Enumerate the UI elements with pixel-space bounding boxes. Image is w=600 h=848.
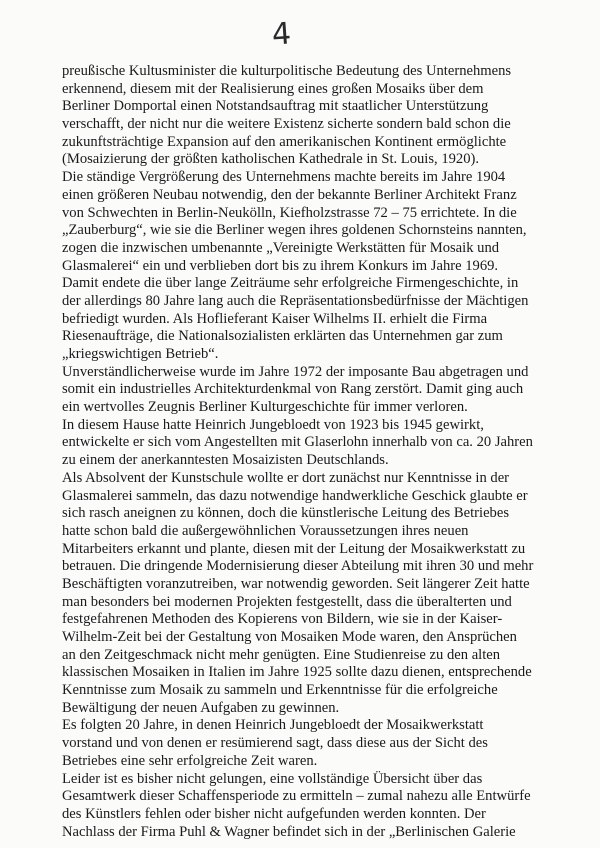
text-line: vorstand und von denen er resümierend sagt, dass diese aus der Sicht des: [62, 735, 488, 752]
text-line: Gesamtwerk dieser Schaffensperiode zu ermitteln – zumal nahezu alle Entwürfe: [62, 788, 531, 805]
text-line: sich rasch aneignen zu können, doch die künstlerische Leitung des Betriebes: [62, 505, 509, 522]
text-line: ein wertvolles Zeugnis Berliner Kulturgeschichte für immer verloren.: [62, 399, 468, 416]
text-line: Damit endete die über lange Zeiträume sehr erfolgreiche Firmengeschichte, in: [62, 275, 519, 292]
text-line: man besonders bei modernen Projekten festgestellt, dass die überalterten und: [62, 593, 512, 610]
body-text: [62, 63, 562, 841]
text-line: Riesenaufträge, die Nationalsozialisten erklärten das Unternehmen gar zum: [62, 328, 503, 345]
handwritten-page-number: 4: [270, 16, 293, 53]
text-line: von Schwechten in Berlin-Neukölln, Kiefholzstrasse 72 – 75 errichtete. In die: [62, 204, 517, 221]
text-line: Unverständlicherweise wurde im Jahre 1972 der imposante Bau abgetragen und: [62, 363, 529, 380]
text-line: erkennend, diesem mit der Realisierung eines großen Mosaiks über dem: [62, 80, 484, 97]
text-line: klassischen Mosaiken in Italien im Jahre 1925 sollte dazu dienen, entsprechende: [62, 664, 532, 681]
text-line: zogen die inzwischen umbenannte „Vereinigte Werkstätten für Mosaik und: [62, 239, 500, 256]
text-line: Leider ist es bisher nicht gelungen, eine vollständige Übersicht über das: [62, 770, 483, 787]
text-line: festgefahrenen Methoden des Kopierens von Bildern, wie sie in der Kaiser-: [62, 611, 503, 628]
text-line: zu einem der anerkanntesten Mosaizisten Deutschlands.: [62, 452, 389, 469]
text-line: Wilhelm-Zeit bei der Gestaltung von Mosaiken Mode waren, den Ansprüchen: [62, 629, 517, 645]
text-line: des Künstlers fehlen oder bisher nicht aufgefunden werden konnten. Der: [62, 805, 486, 822]
text-line: preußische Kultusminister die kulturpolitische Bedeutung des Unternehmens: [62, 63, 512, 79]
text-line: verschafft, der nicht nur die weitere Existenz sicherte sondern bald schon die: [62, 116, 511, 133]
text-line: Glasmalerei sammeln, das dazu notwendige handwerkliche Geschick glaubte er: [62, 487, 528, 504]
text-line: einen größeren Neubau notwendig, den der bekannte Berliner Architekt Franz: [62, 186, 517, 203]
text-line: Betriebes eine sehr erfolgreiche Zeit waren.: [62, 752, 318, 769]
text-line: Die ständige Vergrößerung des Unternehmens machte bereits im Jahre 1904: [62, 169, 506, 186]
text-line: somit ein industrielles Architekturdenkmal von Rang zerstört. Damit ging auch: [62, 381, 524, 398]
text-line: an den Zeitgeschmack nicht mehr genügten. Eine Studienreise zu den alten: [62, 646, 501, 663]
text-line: „Zauberburg“, wie sie die Berliner wegen ihres goldenen Schornsteins nannten,: [62, 222, 527, 239]
text-line: Mitarbeiters erkannt und plante, diesen mit der Leitung der Mosaikwerkstatt zu: [62, 540, 526, 557]
text-line: Beschäftigten voranzutreiben, war notwendig geworden. Seit längerer Zeit hatte: [62, 575, 530, 592]
text-line: (Mosaizierung der größten katholischen Kathedrale in St. Louis, 1920).: [62, 151, 480, 168]
text-line: zukunftsträchtige Expansion auf den amerikanischen Kontinent ermöglichte: [62, 133, 507, 150]
text-line: befriedigt wurden. Als Hoflieferant Kaiser Wilhelms II. erhielt die Firma: [62, 310, 488, 327]
text-line: entwickelte er sich vom Angestellten mit Glaserlohn innerhalb von ca. 20 Jahren: [62, 434, 533, 451]
text-line: Glasmalerei“ ein und verblieben dort bis zu ihrem Konkurs im Jahre 1969.: [62, 257, 499, 274]
text-line: Nachlass der Firma Puhl & Wagner befindet sich in der „Berlinischen Galerie: [62, 823, 516, 840]
text-line: der allerdings 80 Jahre lang auch die Repräsentationsbedürfnisse der Mächtigen: [62, 292, 529, 309]
text-line: Kenntnisse zum Mosaik zu sammeln und Erkenntnisse für die erfolgreiche: [62, 682, 498, 699]
text-line: hatte schon bald die außergewöhnlichen Voraussetzungen ihres neuen: [62, 522, 469, 539]
text-line: Berliner Domportal einen Notstandsauftrag mit staatlicher Unterstützung: [62, 98, 489, 115]
text-line: „kriegswichtigen Betrieb“.: [62, 346, 219, 362]
text-line: betrauen. Die dringende Modernisierung dieser Abteilung mit ihren 30 und mehr: [62, 558, 534, 575]
text-line: Es folgten 20 Jahre, in denen Heinrich Jungebloedt der Mosaikwerkstatt: [62, 717, 484, 734]
text-line: In diesem Hause hatte Heinrich Jungebloedt von 1923 bis 1945 gewirkt,: [62, 416, 484, 433]
text-line: Als Absolvent der Kunstschule wollte er dort zunächst nur Kenntnisse in der: [62, 469, 510, 486]
text-line: Bewältigung der neuen Aufgaben zu gewinnen.: [62, 699, 340, 716]
